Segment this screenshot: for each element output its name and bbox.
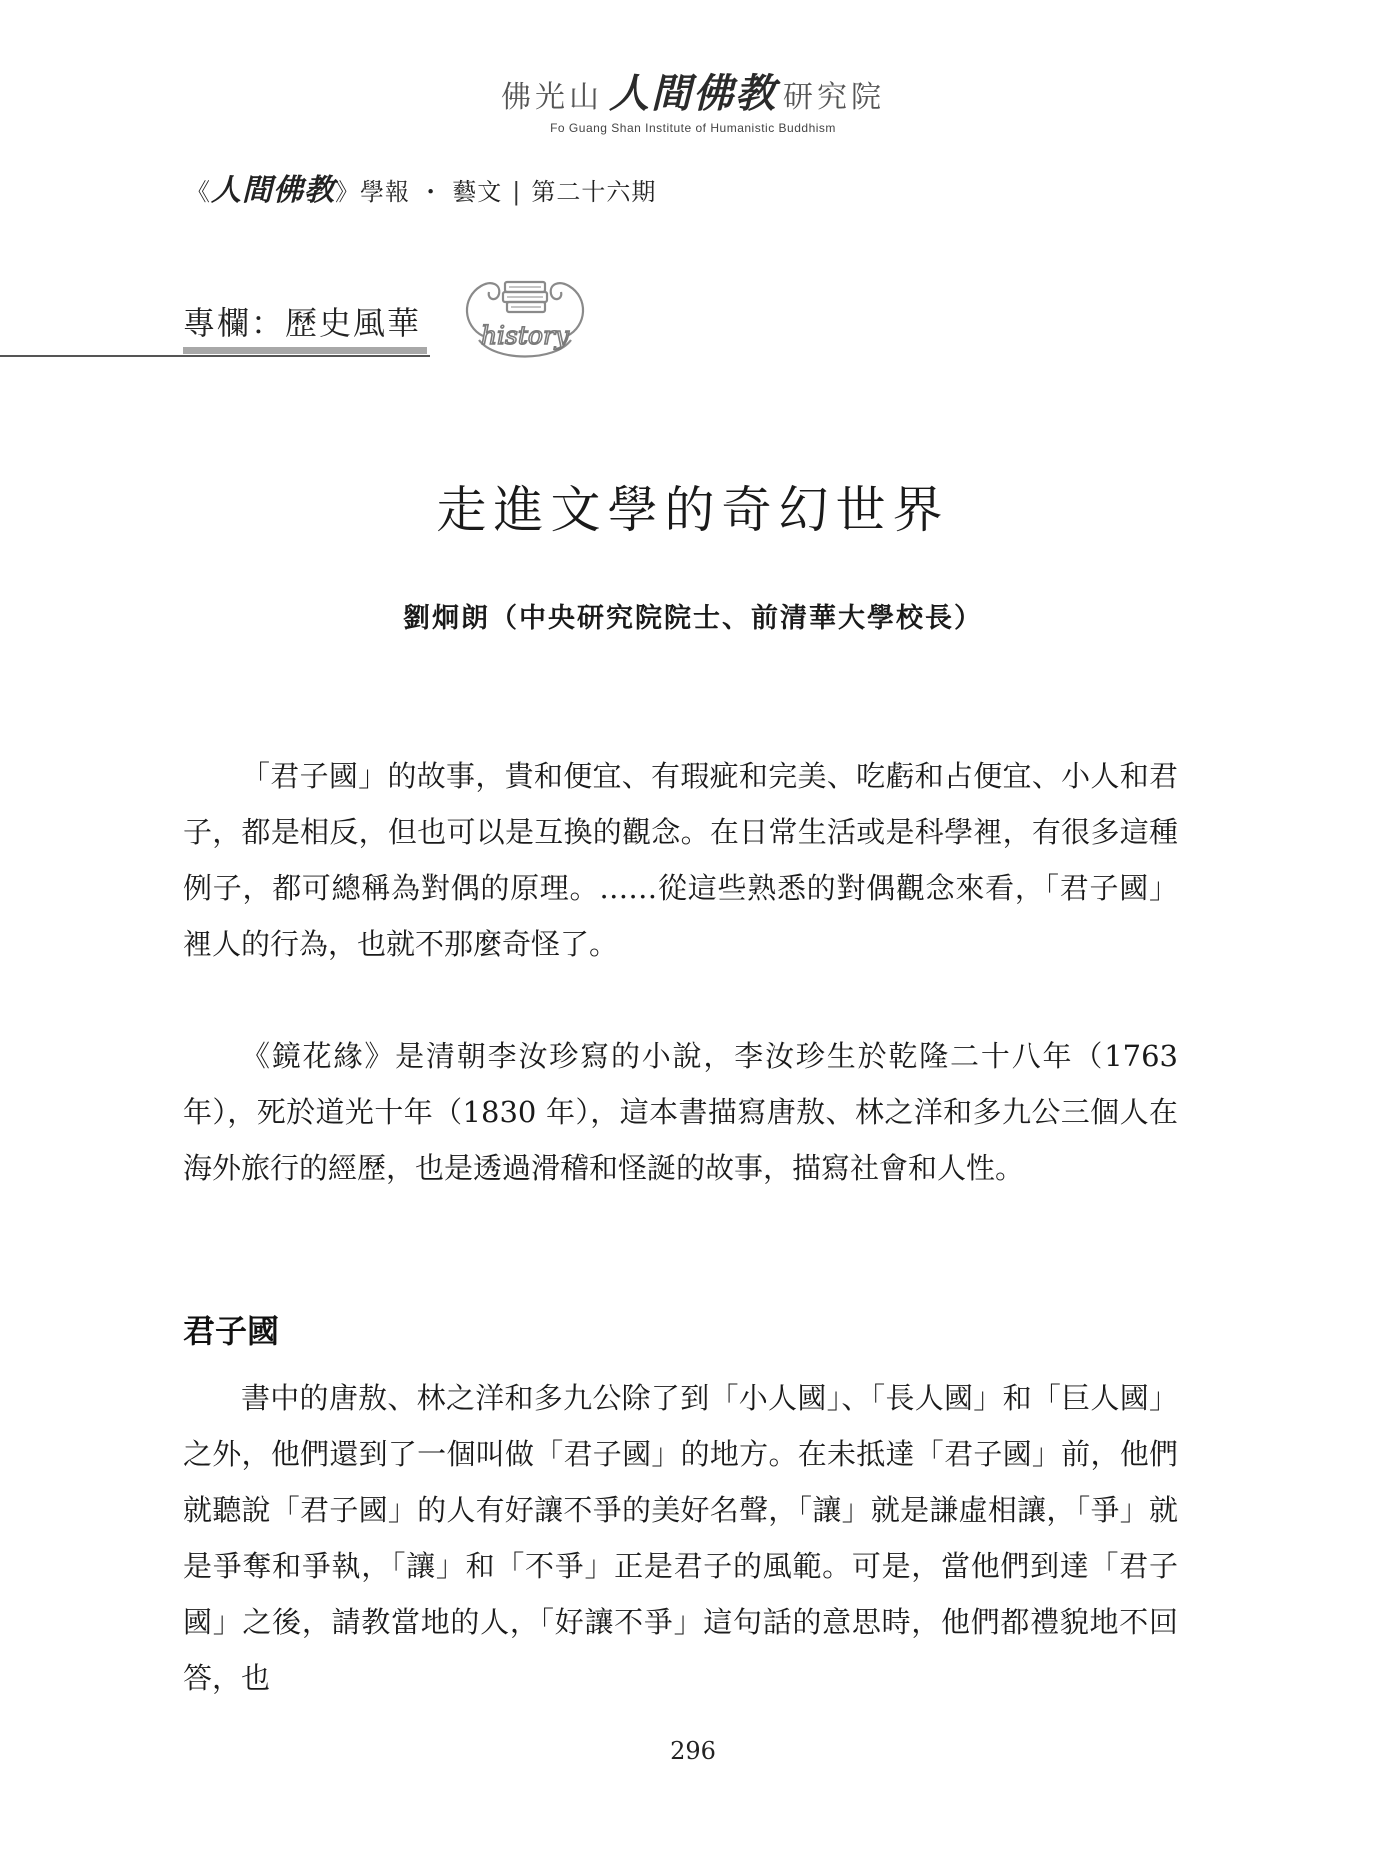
institute-name bbox=[0, 62, 1386, 119]
journal-brand: 人間佛教 bbox=[211, 173, 335, 208]
journal-issue: 第二十六期 bbox=[531, 178, 657, 206]
column-divider bbox=[0, 355, 430, 357]
page-number: 296 bbox=[670, 1737, 716, 1765]
institute-english-name: Fo Guang Shan Institute of Humanistic Buddhism bbox=[550, 121, 836, 135]
article-abstract: 「君子國」的故事，貴和便宜、有瑕疵和完美、吃虧和占便宜、小人和君子，都是相反，但也可以是互換的觀念。在日常生活或是科學裡，有很多這種例子，都可總稱為對偶的原理。……從這些熟悉的對偶觀念來看，「君子國」裡人的行為，也就不那麼奇怪了。 bbox=[183, 759, 1178, 961]
institute-logo bbox=[0, 62, 1386, 135]
journal-name-rest: 》學報 ・ 藝文 bbox=[335, 178, 503, 206]
article-author: 劉炯朗（中央研究院院士、前清華大學校長） bbox=[403, 603, 983, 634]
column-underline bbox=[183, 347, 427, 354]
article-title: 走進文學的奇幻世界 bbox=[436, 481, 950, 539]
institute-suffix: 研究院 bbox=[783, 80, 885, 115]
history-emblem-icon bbox=[455, 268, 595, 368]
journal-header bbox=[186, 165, 656, 209]
section-paragraph: 書中的唐敖、林之洋和多九公除了到「小人國」、「長人國」和「巨人國」之外，他們還到了一個叫做「君子國」的地方。在未抵達「君子國」前，他們就聽說「君子國」的人有好讓不爭的美好名聲，「讓」就是謙虛相讓，「爭」就是爭奪和爭執，「讓」和「不爭」正是君子的風範。可是，當他們到達「君子國」之後，請教當地的人，「好讓不爭」這句話的意思時，他們都禮貌地不回答，也 bbox=[183, 1381, 1178, 1695]
section-heading: 君子國 bbox=[183, 1312, 280, 1350]
column-label: 專欄：歷史風華 bbox=[183, 304, 422, 342]
institute-prefix: 佛光山 bbox=[501, 80, 603, 115]
institute-brand: 人間佛教 bbox=[609, 70, 777, 117]
emblem-word: history bbox=[480, 321, 570, 350]
journal-separator: | bbox=[512, 178, 522, 206]
intro-paragraph: 《鏡花緣》是清朝李汝珍寫的小說，李汝珍生於乾隆二十八年（1763 年），死於道光十年（1830 年），這本書描寫唐敖、林之洋和多九公三個人在海外旅行的經歷，也是透過滑稽和怪誕的故事，描寫社會和人性。 bbox=[183, 1039, 1178, 1185]
journal-open-bracket: 《 bbox=[186, 178, 211, 206]
